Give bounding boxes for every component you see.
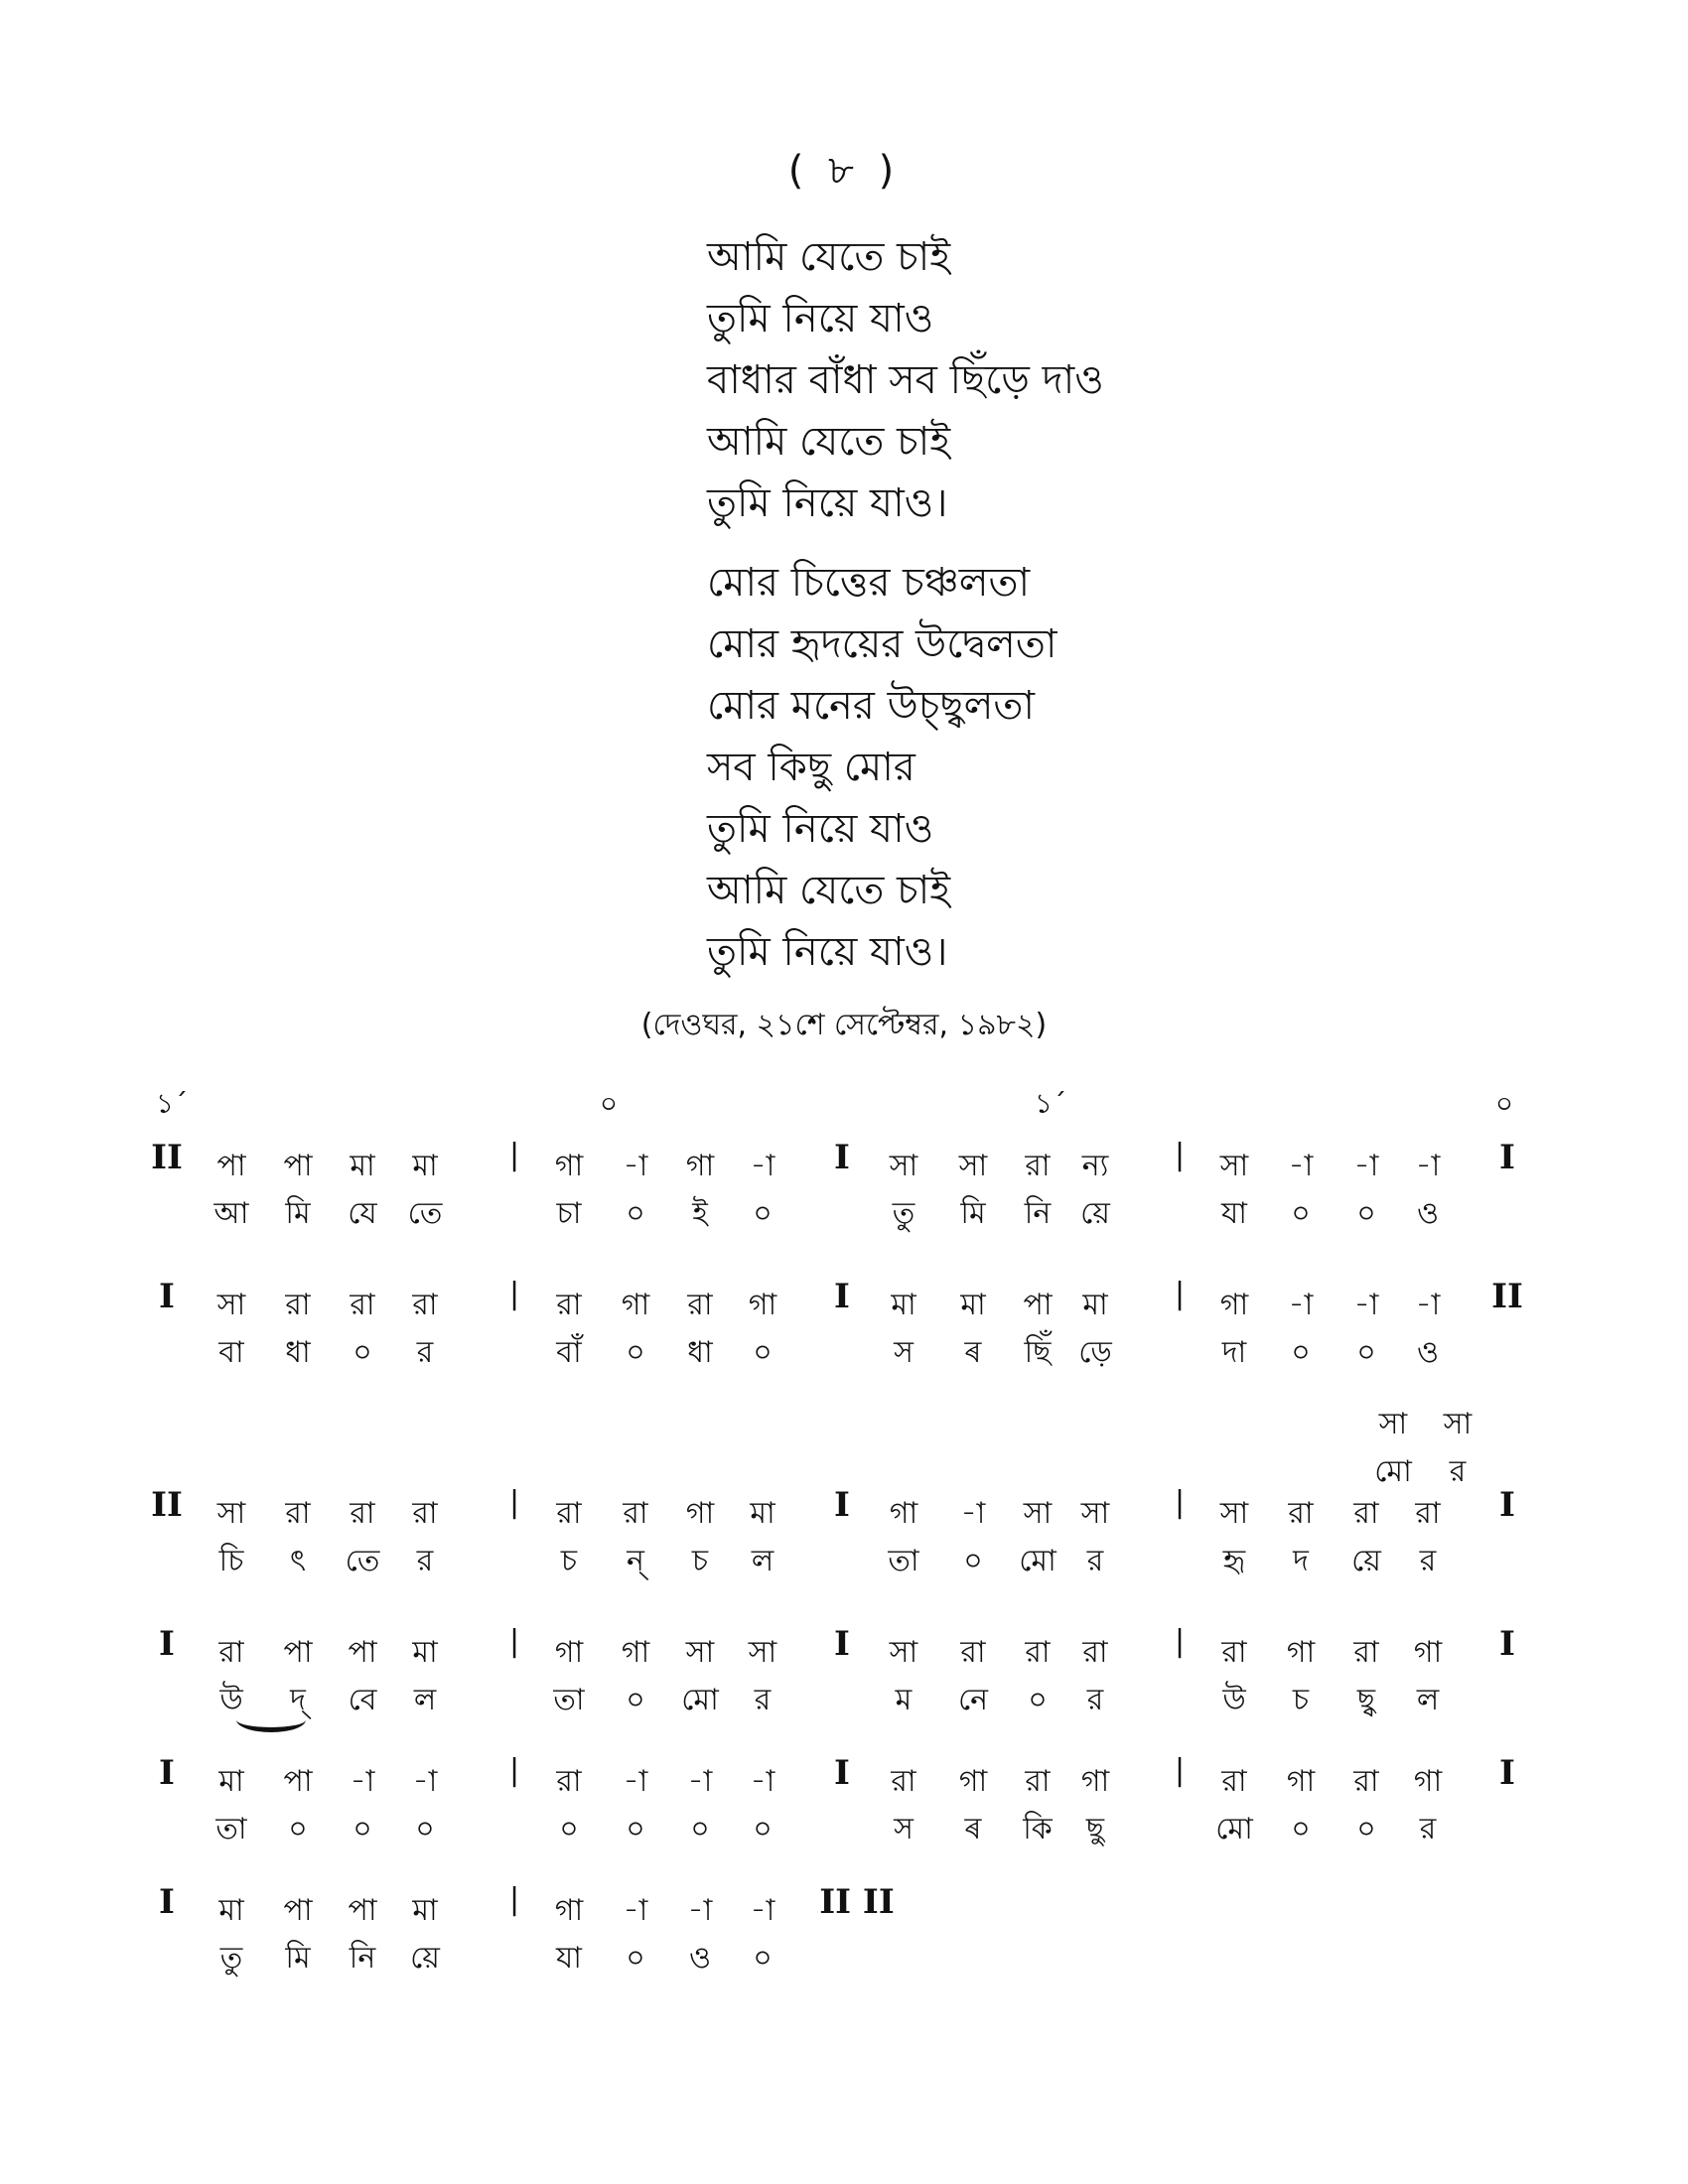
swara-note: রা — [687, 1288, 713, 1322]
bar-divider: | — [508, 1753, 520, 1788]
swara-note: গা — [554, 1635, 584, 1670]
swara-note: রা — [1221, 1635, 1247, 1670]
swara-note: সা — [889, 1635, 918, 1670]
bar-divider: | — [1174, 1277, 1186, 1311]
swara-note: মা — [750, 1496, 775, 1531]
bar-divider: | — [1174, 1624, 1186, 1659]
swara-note: মা — [218, 1764, 244, 1799]
swara-note: রা — [1353, 1635, 1379, 1670]
lyric-syllable: স — [894, 1335, 914, 1370]
swara-note: গা — [958, 1764, 988, 1799]
swara-note: সা — [748, 1635, 777, 1670]
poem-line: মোর চিত্তের চঞ্চলতা — [707, 560, 1031, 606]
lyric-syllable: তে — [407, 1196, 443, 1231]
swara-note: সা — [685, 1635, 715, 1670]
lyric-syllable: ল — [751, 1544, 774, 1578]
lyric-syllable: ০ — [753, 1335, 773, 1370]
swara-note: গা — [1413, 1635, 1443, 1670]
swara-note: গা — [1219, 1288, 1249, 1322]
swara-note: রা — [1025, 1764, 1051, 1799]
poem-line: আমি যেতে চাই — [707, 419, 951, 465]
swara-note: পা — [283, 1893, 313, 1928]
swara-note: -া — [1415, 1149, 1441, 1183]
row-end-symbol: II II — [819, 1882, 895, 1922]
swara-note: -া — [350, 1764, 375, 1799]
bar-divider: I — [834, 1753, 850, 1793]
lyric-syllable: ধা — [687, 1335, 713, 1370]
lyric-syllable: ০ — [1028, 1683, 1048, 1717]
swara-note: -া — [750, 1764, 775, 1799]
swara-note: পা — [283, 1764, 313, 1799]
lyric-syllable: ০ — [753, 1196, 773, 1231]
swara-note: রা — [960, 1635, 986, 1670]
lyric-syllable: য়ে — [1080, 1196, 1110, 1231]
bar-divider: | — [508, 1624, 520, 1659]
row-end-symbol: I — [1499, 1485, 1515, 1525]
lyric-syllable: ০ — [963, 1544, 983, 1578]
swara-note: -া — [687, 1764, 713, 1799]
swara-note: গা — [748, 1288, 777, 1322]
swara-note: রা — [412, 1496, 438, 1531]
lyric-syllable: মি — [285, 1196, 311, 1231]
swara-note: রা — [556, 1764, 582, 1799]
lyric-syllable: ৎ — [289, 1544, 307, 1578]
swara-note: পা — [216, 1149, 246, 1183]
swara-note: গা — [685, 1496, 715, 1531]
lyric-syllable: মি — [285, 1941, 311, 1976]
poem-line: বাধার বাঁধা সব ছিঁড়ে দাও — [707, 357, 1104, 403]
swara-note: -া — [623, 1149, 648, 1183]
dateline: (দেওঘর, ২১শে সেপ্টেম্বর, ১৯৮২) — [640, 1008, 1048, 1042]
lyric-syllable: ০ — [626, 1683, 645, 1717]
bar-divider: | — [1174, 1485, 1186, 1520]
bar-divider: | — [1174, 1753, 1186, 1788]
lyric-syllable: য়ে — [1351, 1544, 1381, 1578]
pickup-lyric: র — [1449, 1454, 1467, 1489]
swara-note: রা — [285, 1288, 311, 1322]
lyric-syllable: ০ — [352, 1335, 372, 1370]
lyric-syllable: আ — [213, 1196, 249, 1231]
lyric-syllable: ০ — [690, 1812, 710, 1846]
lyric-syllable: ছিঁ — [1024, 1335, 1052, 1370]
pickup-lyric: মো — [1374, 1454, 1412, 1489]
lyric-syllable: বা — [218, 1335, 244, 1370]
lyric-syllable: ০ — [559, 1812, 579, 1846]
lyric-syllable: র — [1419, 1544, 1437, 1578]
swara-note: গা — [1080, 1764, 1110, 1799]
swara-note: সা — [216, 1496, 246, 1531]
swara-note: গা — [554, 1893, 584, 1928]
poem-line: আমি যেতে চাই — [707, 868, 951, 913]
lyric-syllable: ০ — [1291, 1335, 1311, 1370]
lyric-syllable: চা — [556, 1196, 582, 1231]
lyric-syllable: তা — [215, 1812, 247, 1846]
swara-note: -া — [1353, 1149, 1379, 1183]
row-end-symbol: II — [1491, 1277, 1523, 1316]
swara-note: পা — [1023, 1288, 1053, 1322]
lyric-syllable: দ — [1293, 1544, 1309, 1578]
swara-note: -া — [412, 1764, 438, 1799]
lyric-syllable: ল — [1416, 1683, 1440, 1717]
bar-divider: | — [508, 1882, 520, 1917]
swara-note: সা — [958, 1149, 988, 1183]
swara-note: সা — [889, 1149, 918, 1183]
poem-line: তুমি নিয়ে যাও — [707, 296, 934, 341]
lyric-syllable: উ — [1222, 1683, 1246, 1717]
swara-note: -া — [960, 1496, 986, 1531]
lyric-syllable: চ — [691, 1544, 709, 1578]
row-start-symbol: II — [151, 1138, 183, 1177]
bar-divider: I — [834, 1485, 850, 1525]
lyric-syllable: মি — [960, 1196, 986, 1231]
stanza-2 — [707, 552, 1104, 983]
lyric-syllable: র — [1086, 1544, 1104, 1578]
swara-note: গা — [621, 1288, 650, 1322]
lyric-syllable: উ — [219, 1683, 243, 1717]
row-end-symbol: I — [1499, 1138, 1515, 1177]
lyric-syllable: দা — [1221, 1335, 1247, 1370]
page-number: ( ৮ ) — [787, 148, 901, 194]
poem-line: তুমি নিয়ে যাও। — [707, 929, 948, 975]
swara-note: -া — [750, 1893, 775, 1928]
lyric-syllable: চ — [1292, 1683, 1310, 1717]
lyric-syllable: ০ — [352, 1812, 372, 1846]
lyric-syllable: ও — [688, 1941, 712, 1976]
pickup-swara: সা — [1378, 1407, 1408, 1441]
lyric-syllable: ল — [413, 1683, 437, 1717]
swara-note: -া — [1288, 1288, 1314, 1322]
bar-divider: I — [834, 1624, 850, 1664]
lyric-syllable: ০ — [288, 1812, 308, 1846]
lyric-syllable: মো — [681, 1683, 719, 1717]
bar-divider: I — [834, 1277, 850, 1316]
swara-note: গা — [621, 1635, 650, 1670]
lyric-syllable: নে — [957, 1683, 989, 1717]
row-start-symbol: I — [159, 1753, 175, 1793]
poem — [707, 226, 1104, 1001]
lyric-syllable: কি — [1023, 1812, 1053, 1846]
swara-note: -া — [1353, 1288, 1379, 1322]
swara-note: রা — [1353, 1764, 1379, 1799]
lyric-syllable: তু — [892, 1196, 915, 1231]
bar-divider: | — [508, 1138, 520, 1172]
lyric-syllable: ০ — [1356, 1335, 1376, 1370]
pickup-swara: সা — [1443, 1407, 1473, 1441]
lyric-syllable: ০ — [1291, 1812, 1311, 1846]
swara-note: মা — [1082, 1288, 1108, 1322]
swara-note: গা — [1286, 1635, 1316, 1670]
lyric-syllable: বে — [348, 1683, 377, 1717]
lyric-syllable: ০ — [753, 1941, 773, 1976]
swara-note: সা — [1219, 1149, 1249, 1183]
swara-note: -া — [623, 1893, 648, 1928]
swara-note: -া — [1288, 1149, 1314, 1183]
swara-note: গা — [1413, 1764, 1443, 1799]
poem-line: তুমি নিয়ে যাও — [707, 806, 934, 852]
lyric-syllable: হৃ — [1222, 1544, 1246, 1578]
swara-note: মা — [350, 1149, 375, 1183]
lyric-syllable: ০ — [626, 1335, 645, 1370]
swara-note: -া — [687, 1893, 713, 1928]
lyric-syllable: ০ — [415, 1812, 435, 1846]
swara-note: গা — [554, 1149, 584, 1183]
row-end-symbol: I — [1499, 1753, 1515, 1793]
swara-note: পা — [283, 1149, 313, 1183]
lyric-syllable: র — [754, 1683, 772, 1717]
swara-note: সা — [1080, 1496, 1110, 1531]
row-start-symbol: I — [159, 1624, 175, 1664]
swara-note: সা — [1219, 1496, 1249, 1531]
bar-divider: | — [508, 1485, 520, 1520]
swara-note: মা — [412, 1893, 438, 1928]
poem-line: আমি যেতে চাই — [707, 234, 951, 280]
swara-note: -া — [750, 1149, 775, 1183]
swara-note: -া — [623, 1764, 648, 1799]
swara-note: রা — [556, 1496, 582, 1531]
lyric-syllable: ০ — [626, 1941, 645, 1976]
swara-note: রা — [1025, 1635, 1051, 1670]
swara-note: ন্য — [1081, 1149, 1109, 1183]
lyric-syllable: ধা — [285, 1335, 311, 1370]
lyric-syllable: দ্ — [290, 1683, 306, 1717]
swara-note: রা — [1353, 1496, 1379, 1531]
lyric-syllable: ই — [692, 1196, 708, 1231]
beat-mark: ১´ — [1034, 1087, 1067, 1120]
lyric-syllable: ০ — [753, 1812, 773, 1846]
swara-note: গা — [889, 1496, 918, 1531]
lyric-syllable: চি — [218, 1544, 244, 1578]
lyric-syllable: নি — [349, 1941, 376, 1976]
swara-note: পা — [283, 1635, 313, 1670]
lyric-syllable: ৰ — [964, 1335, 982, 1370]
swara-note: রা — [412, 1288, 438, 1322]
lyric-syllable: ০ — [626, 1812, 645, 1846]
swara-note: রা — [218, 1635, 244, 1670]
swara-note: -া — [1415, 1288, 1441, 1322]
swara-note: রা — [1221, 1764, 1247, 1799]
poem-line: মোর হৃদয়ের উদ্বেলতা — [707, 621, 1057, 667]
swara-note: রা — [285, 1496, 311, 1531]
lyric-syllable: ও — [1416, 1335, 1440, 1370]
lyric-syllable: স — [894, 1812, 914, 1846]
beat-mark: ০ — [1494, 1087, 1514, 1120]
lyric-syllable: র — [416, 1544, 434, 1578]
swara-note: রা — [350, 1288, 375, 1322]
lyric-syllable: ০ — [1356, 1812, 1376, 1846]
swara-note: মা — [412, 1635, 438, 1670]
lyric-syllable: ড়ে — [1078, 1335, 1112, 1370]
lyric-syllable: নি — [1024, 1196, 1052, 1231]
lyric-syllable: ০ — [626, 1196, 645, 1231]
swara-note: রা — [350, 1496, 375, 1531]
row-start-symbol: I — [159, 1277, 175, 1316]
swara-note: পা — [348, 1893, 377, 1928]
lyric-syllable: বাঁ — [556, 1335, 582, 1370]
slur-arc — [236, 1707, 306, 1732]
lyric-syllable: তে — [345, 1544, 380, 1578]
swara-note: সা — [216, 1288, 246, 1322]
swara-note: মা — [412, 1149, 438, 1183]
lyric-syllable: ম — [895, 1683, 913, 1717]
lyric-syllable: ০ — [1291, 1196, 1311, 1231]
lyric-syllable: ছ্ব — [1356, 1683, 1376, 1717]
row-start-symbol: II — [151, 1485, 183, 1525]
lyric-syllable: ছু — [1085, 1812, 1105, 1846]
swara-note: রা — [556, 1288, 582, 1322]
lyric-syllable: যা — [556, 1941, 582, 1976]
lyric-syllable: র — [1086, 1683, 1104, 1717]
notation — [147, 1082, 1537, 1995]
swara-note: পা — [348, 1635, 377, 1670]
lyric-syllable: তা — [888, 1544, 919, 1578]
lyric-syllable: তু — [219, 1941, 243, 1976]
lyric-syllable: ০ — [1356, 1196, 1376, 1231]
poem-line: তুমি নিয়ে যাও। — [707, 480, 948, 526]
swara-note: রা — [1288, 1496, 1314, 1531]
lyric-syllable: ন্ — [627, 1544, 644, 1578]
poem-line: মোর মনের উচ্ছ্বলতা — [707, 683, 1036, 729]
swara-note: মা — [218, 1893, 244, 1928]
swara-note: সা — [1023, 1496, 1053, 1531]
swara-note: মা — [960, 1288, 986, 1322]
beat-mark: ১´ — [155, 1087, 189, 1120]
lyric-syllable: চ — [560, 1544, 578, 1578]
swara-note: রা — [891, 1764, 916, 1799]
lyric-syllable: র — [416, 1335, 434, 1370]
lyric-syllable: য়ে — [410, 1941, 440, 1976]
lyric-syllable: ৰ — [964, 1812, 982, 1846]
swara-note: রা — [623, 1496, 648, 1531]
lyric-syllable: তা — [553, 1683, 585, 1717]
swara-note: রা — [1415, 1496, 1441, 1531]
lyric-syllable: মো — [1019, 1544, 1056, 1578]
swara-note: মা — [891, 1288, 916, 1322]
beat-mark: ০ — [599, 1087, 619, 1120]
stanza-1 — [707, 226, 1104, 534]
bar-divider: | — [1174, 1138, 1186, 1172]
bar-divider: I — [834, 1138, 850, 1177]
swara-note: গা — [685, 1149, 715, 1183]
lyric-syllable: যে — [348, 1196, 377, 1231]
poem-line: সব কিছু মোর — [707, 745, 915, 790]
lyric-syllable: মো — [1215, 1812, 1253, 1846]
row-start-symbol: I — [159, 1882, 175, 1922]
swara-note: গা — [1286, 1764, 1316, 1799]
bar-divider: | — [508, 1277, 520, 1311]
lyric-syllable: যা — [1221, 1196, 1247, 1231]
swara-note: রা — [1082, 1635, 1108, 1670]
lyric-syllable: র — [1419, 1812, 1437, 1846]
swara-note: রা — [1025, 1149, 1051, 1183]
lyric-syllable: ও — [1416, 1196, 1440, 1231]
row-end-symbol: I — [1499, 1624, 1515, 1664]
